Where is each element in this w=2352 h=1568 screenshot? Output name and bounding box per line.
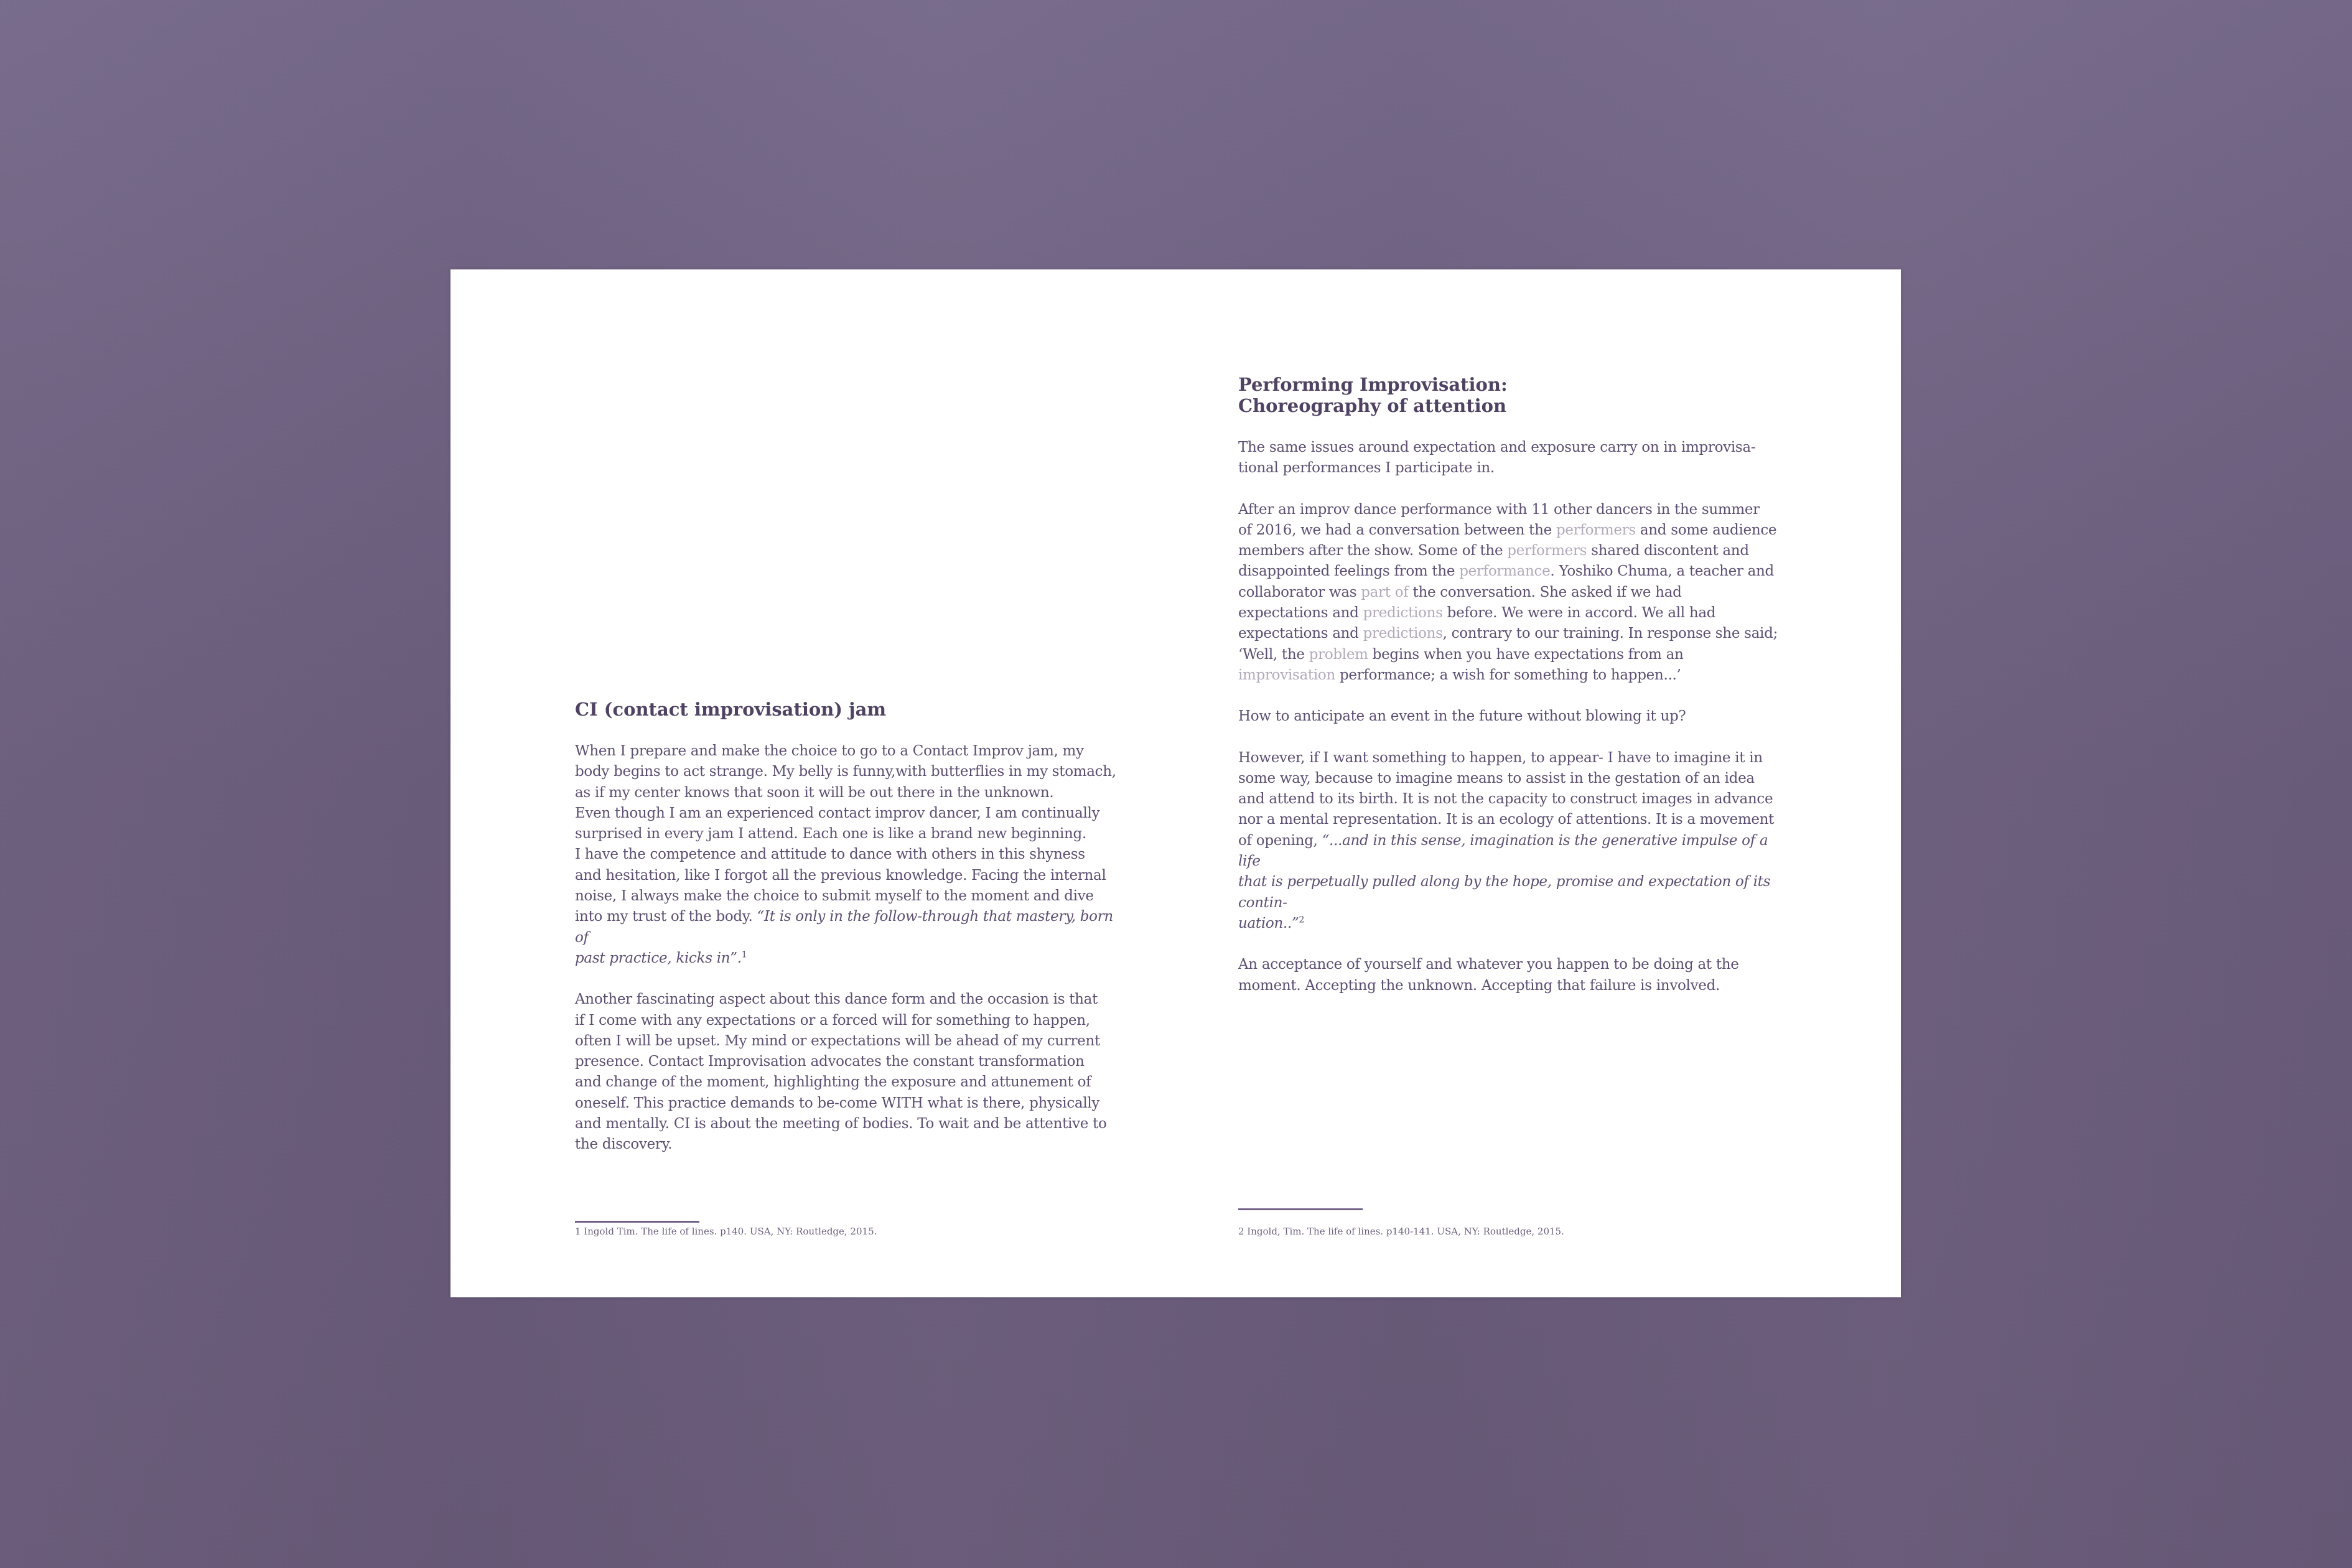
line: and attend to its birth. It is not the capacity to construct images in advance — [1238, 791, 1773, 808]
line: I have the competence and attitude to dance with others in this shyness — [575, 846, 1085, 863]
text: shared discontent and — [1587, 543, 1749, 559]
line: as if my center knows that soon it will be out there in the unknown. — [575, 784, 1054, 801]
text: . Yoshiko Chuma, a teacher and — [1550, 563, 1774, 580]
highlight-word: predictions — [1363, 625, 1443, 642]
text: members after the show. Some of the — [1238, 543, 1508, 559]
line: After an improv dance performance with 11 other dancers in the summer — [1238, 501, 1760, 518]
line: body begins to act strange. My belly is funny,with butterflies in my stomach, — [575, 763, 1116, 780]
right-page-text — [1238, 374, 1786, 996]
text: expectations and — [1238, 625, 1363, 642]
left-paragraph-1 — [575, 741, 1122, 969]
right-footnote: 2 Ingold, Tim. The life of lines. p140-141. USA, NY: Routledge, 2015. — [1238, 1226, 1564, 1237]
quote: that is perpetually pulled along by the hope, promise and expectation of its contin- — [1238, 874, 1771, 911]
highlight-word: improvisation — [1238, 666, 1335, 683]
text: collaborator was — [1238, 584, 1361, 600]
highlight-word: performers — [1556, 521, 1636, 538]
line: Another fascinating aspect about this dance form and the occasion is that — [575, 991, 1098, 1008]
line: noise, I always make the choice to submit myself to the moment and dive — [575, 888, 1094, 905]
left-page-text — [575, 699, 1122, 1155]
text: ‘Well, the — [1238, 646, 1309, 663]
line: and change of the moment, highlighting the exposure and attunement of — [575, 1074, 1091, 1091]
highlight-word: part of — [1361, 584, 1409, 600]
line: When I prepare and make the choice to go to a Contact Improv jam, my — [575, 743, 1084, 759]
highlight-word: performers — [1507, 543, 1587, 559]
left-heading: CI (contact improvisation) jam — [575, 699, 887, 720]
footnote-ref: 1 — [741, 950, 747, 960]
text: expectations and — [1238, 605, 1363, 622]
text: before. We were in accord. We all had — [1442, 605, 1716, 622]
left-footnote-rule — [575, 1221, 699, 1223]
right-heading-line-2: Choreography of attention — [1238, 395, 1507, 416]
right-footnote-rule — [1238, 1208, 1363, 1210]
text: of opening, — [1238, 832, 1322, 849]
line: The same issues around expectation and exposure carry on in improvisa- — [1238, 439, 1756, 455]
quote: uation..” — [1238, 915, 1299, 931]
line: oneself. This practice demands to be-come WITH what is there, physically — [575, 1094, 1100, 1111]
highlight-word: performance — [1459, 563, 1551, 580]
line: presence. Contact Improvisation advocates the constant transformation — [575, 1053, 1085, 1070]
text: performance; a wish for something to happen...’ — [1335, 666, 1681, 683]
text: and some audience — [1635, 521, 1777, 538]
footnote-ref: 2 — [1299, 915, 1305, 925]
line: nor a mental representation. It is an ecology of attentions. It is a movement — [1238, 811, 1775, 828]
line: Even though I am an experienced contact improv dancer, I am continually — [575, 805, 1100, 821]
quote: “It is only in the follow-through that mastery, born of — [575, 908, 1113, 946]
line: into my trust of the body. — [575, 908, 757, 925]
right-paragraph-5 — [1238, 954, 1786, 996]
highlight-word: problem — [1309, 646, 1368, 663]
line: However, if I want something to happen, to appear- I have to imagine it in — [1238, 749, 1763, 766]
line: An acceptance of yourself and whatever you happen to be doing at the — [1238, 956, 1739, 973]
right-paragraph-4 — [1238, 748, 1786, 935]
line: and mentally. CI is about the meeting of bodies. To wait and be attentive to — [575, 1116, 1107, 1132]
text: of 2016, we had a conversation between the — [1238, 521, 1556, 538]
line: surprised in every jam I attend. Each one is like a brand new beginning. — [575, 826, 1086, 842]
highlight-word: predictions — [1363, 605, 1443, 622]
line: and hesitation, like I forgot all the previous knowledge. Facing the internal — [575, 867, 1106, 884]
left-footnote: 1 Ingold Tim. The life of lines. p140. USA, NY: Routledge, 2015. — [575, 1226, 877, 1237]
text: the conversation. She asked if we had — [1408, 584, 1682, 600]
right-paragraph-1 — [1238, 437, 1786, 479]
quote: past practice, kicks in”. — [575, 950, 742, 966]
book-spread — [450, 269, 1901, 1297]
line: some way, because to imagine means to assist in the gestation of an idea — [1238, 770, 1755, 786]
text: disappointed feelings from the — [1238, 563, 1460, 580]
right-paragraph-3: How to anticipate an event in the future without blowing it up? — [1238, 708, 1686, 725]
right-heading — [1238, 374, 1786, 416]
quote: “...and in this sense, imagination is the generative impulse of a life — [1238, 832, 1768, 870]
left-paragraph-2 — [575, 989, 1122, 1155]
line: the discovery. — [575, 1136, 673, 1153]
line: if I come with any expectations or a forced will for something to happen, — [575, 1012, 1090, 1029]
line: moment. Accepting the unknown. Accepting that failure is involved. — [1238, 977, 1720, 994]
line: often I will be upset. My mind or expectations will be ahead of my current — [575, 1032, 1100, 1049]
right-heading-line-1: Performing Improvisation: — [1238, 374, 1508, 395]
text: , contrary to our training. In response she said; — [1442, 625, 1778, 642]
text: begins when you have expectations from an — [1368, 646, 1684, 663]
right-paragraph-2 — [1238, 500, 1786, 686]
line: tional performances I participate in. — [1238, 460, 1495, 477]
